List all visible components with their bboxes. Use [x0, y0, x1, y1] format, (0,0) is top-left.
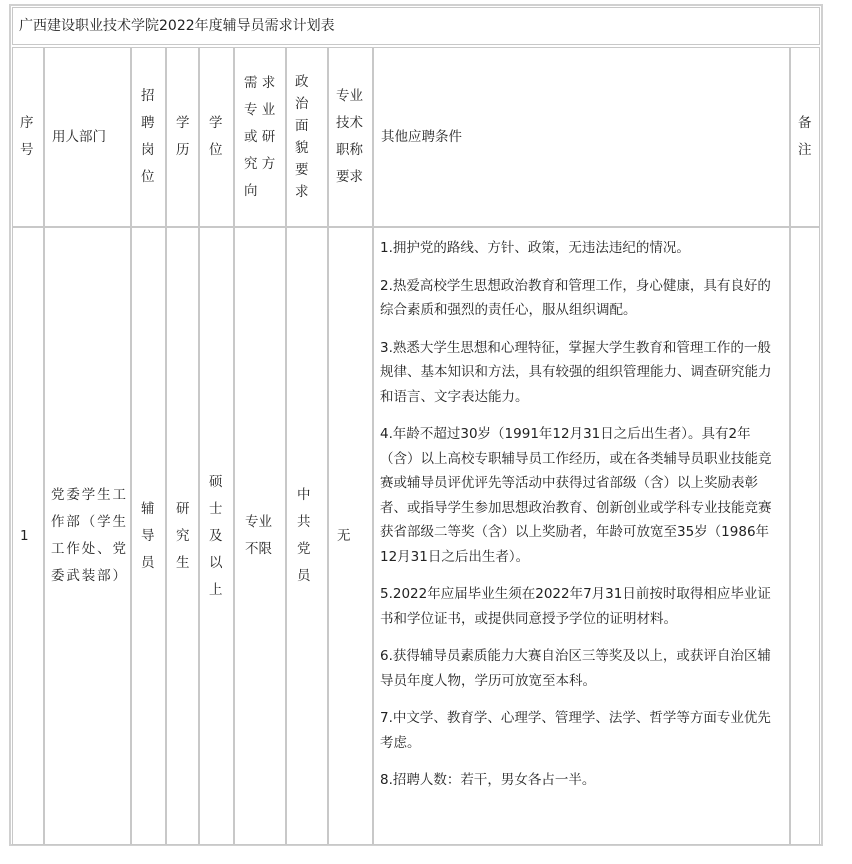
row-remark — [790, 227, 820, 845]
header-major: 需 求 专 业 或 研 究 方 向 — [234, 47, 286, 227]
page-title: 广西建设职业技术学院2022年度辅导员需求计划表 — [12, 7, 820, 45]
row-education: 研 究 生 — [166, 227, 199, 845]
header-education: 学 历 — [166, 47, 199, 227]
condition-item: 4.年龄不超过30岁（1991年12月31日之后出生者）。具有2年（含）以上高校专职辅导员工作经历，或在各类辅导员职业技能竞赛或辅导员评优评先等活动中获得过省部级（含）以上奖励表彰者、或指导学生参加思想政治教育、创新创业或学科专业技能竞赛获省部级二等奖（含）以上奖励者，年龄可放宽至35岁（1986年12月31日之后出生者）。 — [380, 426, 772, 565]
header-political: 政 治 面 貌 要 求 — [286, 47, 328, 227]
header-post: 招 聘 岗 位 — [131, 47, 166, 227]
row-degree: 硕 士 及 以 上 — [199, 227, 234, 845]
condition-item: 7.中文学、教育学、心理学、管理学、法学、哲学等方面专业优先考虑。 — [380, 710, 771, 751]
row-political: 中 共 党 员 — [286, 227, 328, 845]
header-conditions: 其他应聘条件 — [373, 47, 790, 227]
condition-item: 1.拥护党的路线、方针、政策，无违法违纪的情况。 — [380, 240, 690, 256]
condition-item: 2.热爱高校学生思想政治教育和管理工作，身心健康，具有良好的综合素质和强烈的责任心，服从组织调配。 — [380, 277, 771, 318]
row-dept: 党委学生工作部（学生工作处、党委武装部） — [44, 227, 131, 845]
row-post: 辅 导 员 — [131, 227, 166, 845]
row-major: 专业 不限 — [234, 227, 286, 845]
header-dept: 用人部门 — [44, 47, 131, 227]
condition-item: 3.熟悉大学生思想和心理特征，掌握大学生教育和管理工作的一般规律、基本知识和方法，具有较强的组织管理能力、调查研究能力和语言、文字表达能力。 — [380, 339, 772, 405]
header-remark: 备 注 — [790, 47, 820, 227]
row-conditions — [373, 227, 790, 845]
condition-item: 6.获得辅导员素质能力大赛自治区三等奖及以上，或获评自治区辅导员年度人物，学历可放宽至本科。 — [380, 648, 771, 689]
row-title-req: 无 — [328, 227, 373, 845]
condition-item: 8.招聘人数：若干，男女各占一半。 — [380, 772, 596, 788]
row-seq: 1 — [12, 227, 44, 845]
header-degree: 学 位 — [199, 47, 234, 227]
conditions-list — [380, 236, 783, 806]
header-seq: 序 号 — [12, 47, 44, 227]
header-title-req: 专业 技术 职称 要求 — [328, 47, 373, 227]
condition-item: 5.2022年应届毕业生须在2022年7月31日前按时取得相应毕业证书和学位证书，或提供同意授予学位的证明材料。 — [380, 586, 771, 627]
